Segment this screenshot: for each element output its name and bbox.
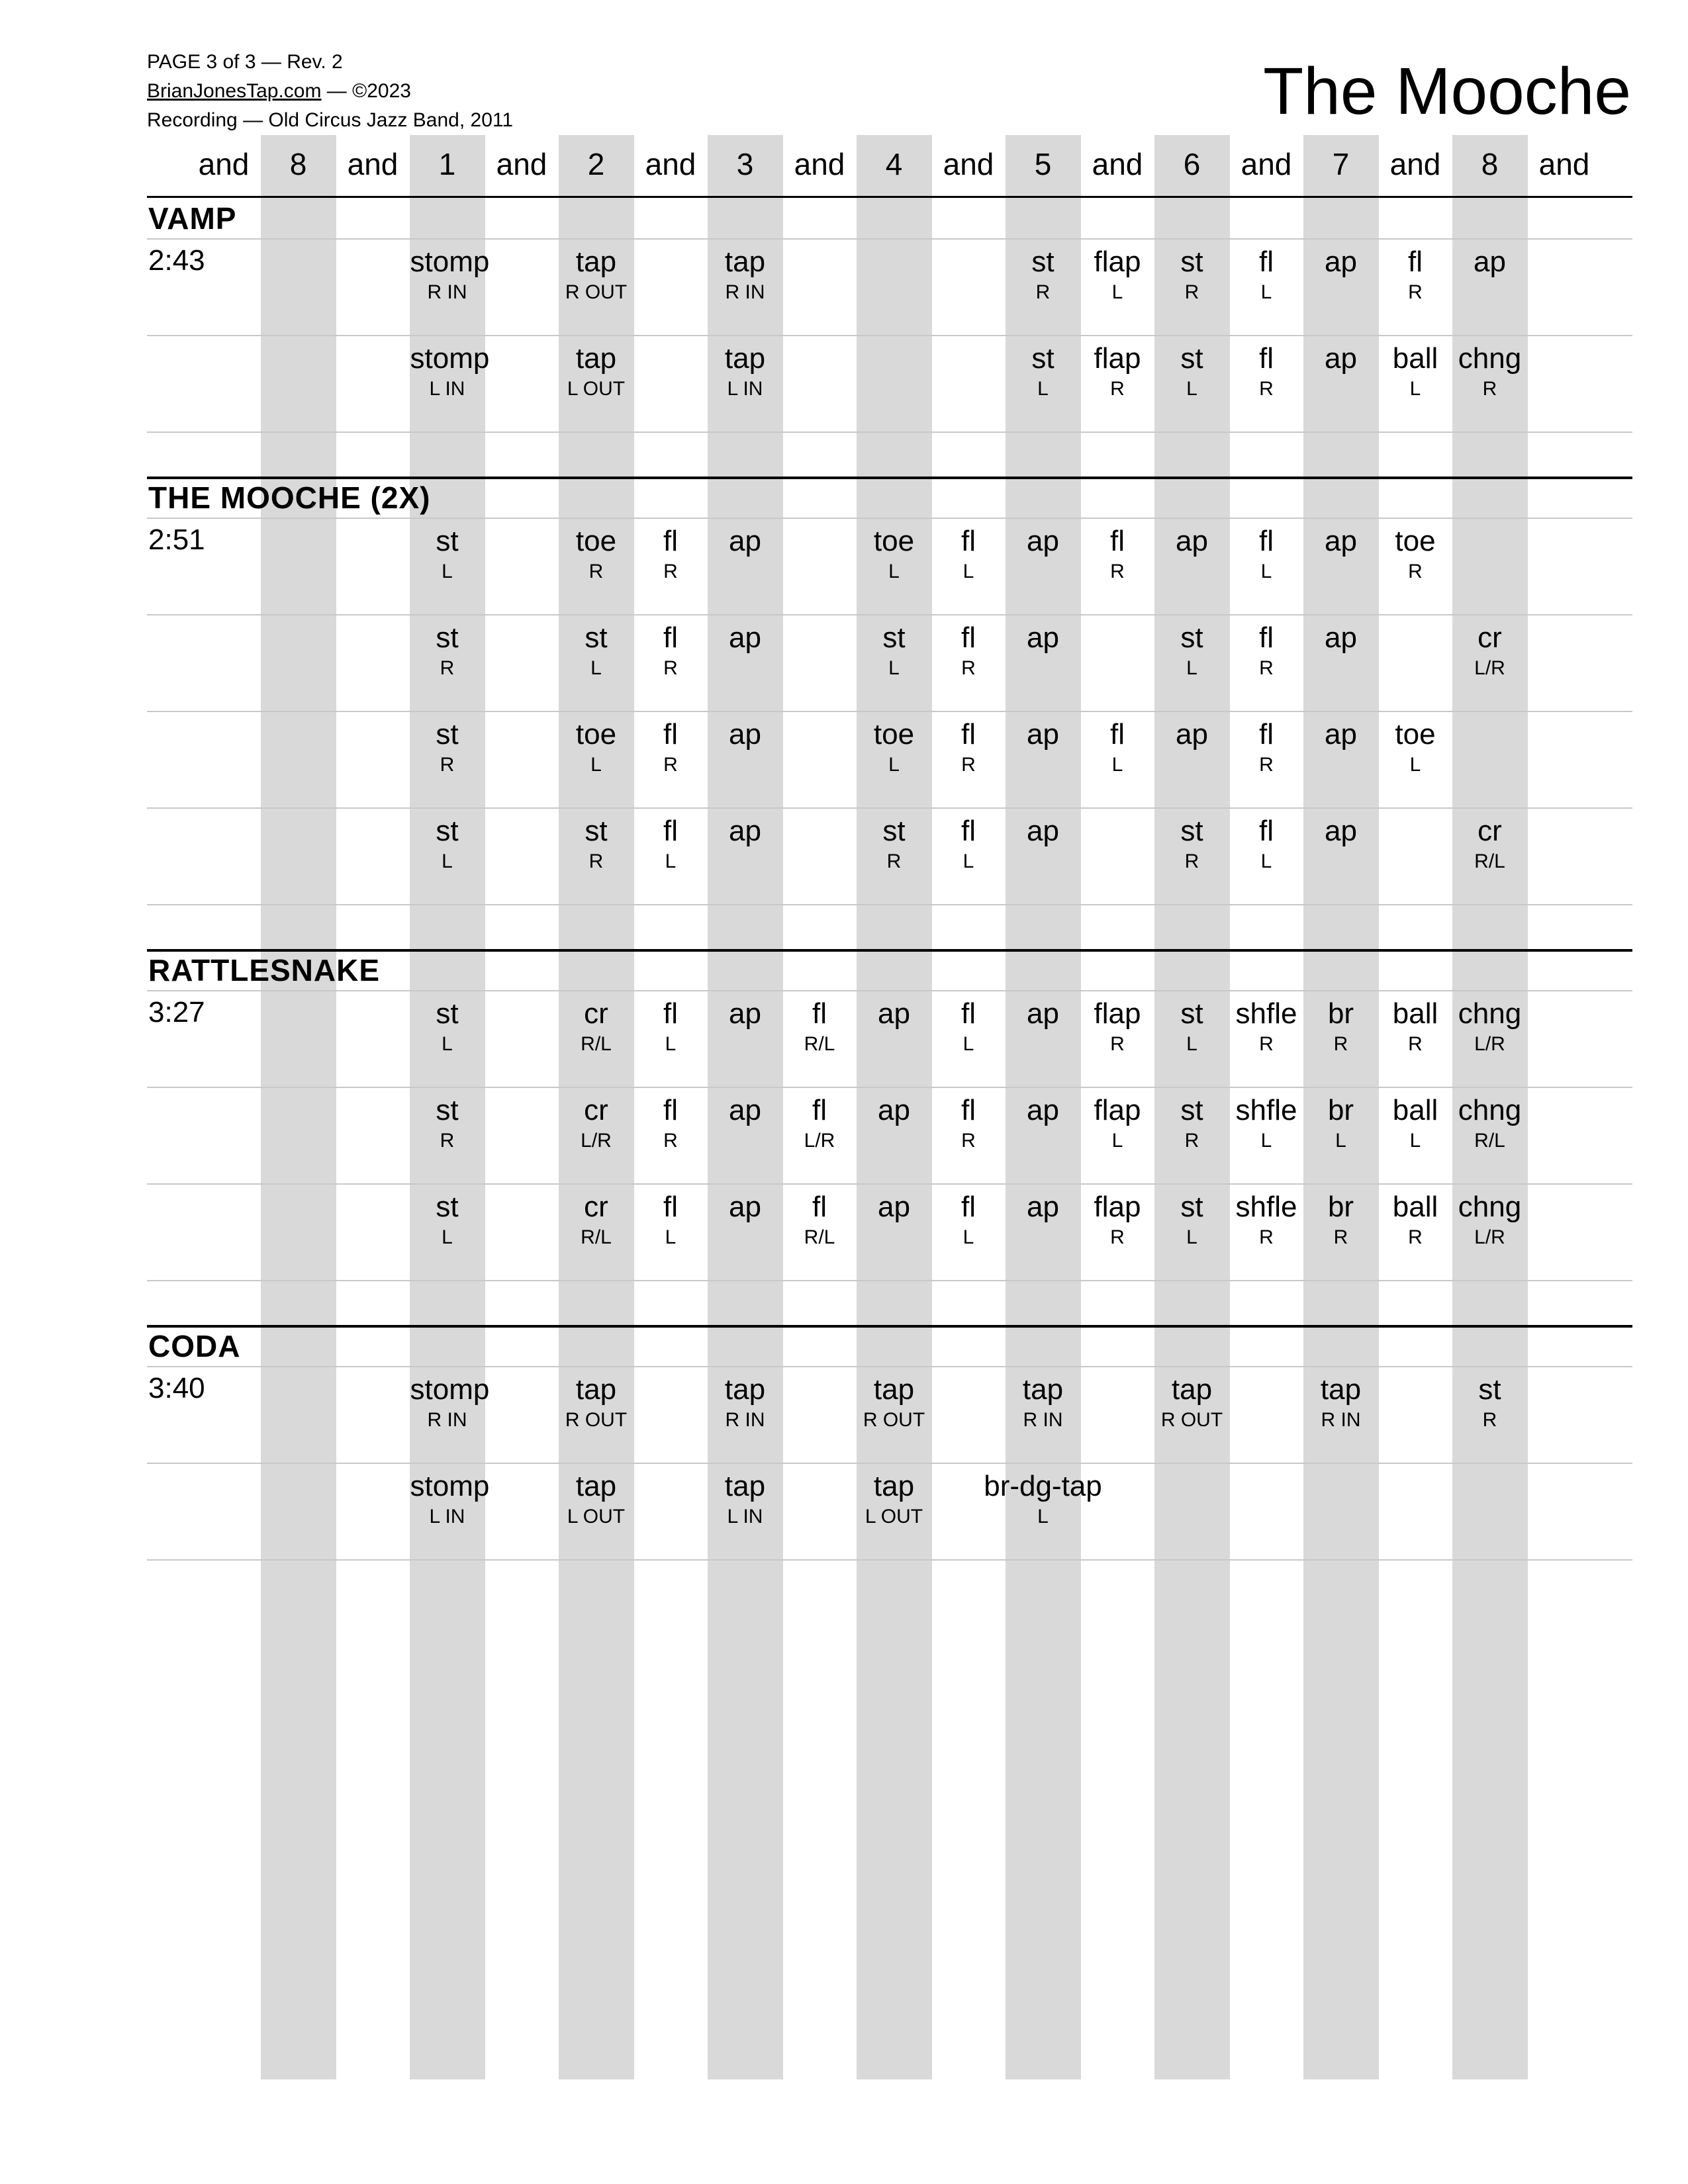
- step-name: ball: [1392, 1094, 1438, 1126]
- step-name: st: [1031, 246, 1055, 278]
- step-name: tap: [724, 1373, 766, 1406]
- step-foot: L: [442, 1033, 453, 1055]
- step-foot: L: [590, 657, 602, 679]
- step-name: shfle: [1235, 1191, 1297, 1223]
- step-foot: R: [1110, 1033, 1125, 1055]
- step-name: st: [585, 815, 608, 847]
- step-name: fl: [663, 718, 678, 751]
- beat-label: and: [1092, 147, 1143, 181]
- beat-label: and: [1389, 147, 1441, 181]
- step-foot: R: [440, 1130, 455, 1152]
- step-foot: R/L: [804, 1226, 835, 1248]
- row-rule: [147, 1280, 1632, 1281]
- step-name: st: [1478, 1373, 1501, 1406]
- beat-label: and: [496, 147, 547, 181]
- step-name: chng: [1458, 1191, 1522, 1223]
- step-name: fl: [812, 997, 827, 1030]
- step-name: fl: [812, 1094, 827, 1126]
- step-name: st: [1180, 1094, 1203, 1126]
- step-name: st: [1180, 1191, 1203, 1223]
- step-name: st: [436, 621, 459, 654]
- beat-label: 6: [1183, 147, 1201, 181]
- row-rule: [147, 990, 1632, 991]
- step-name: ap: [729, 1094, 761, 1126]
- step-foot: R IN: [1023, 1409, 1063, 1431]
- step-name: cr: [1477, 815, 1502, 847]
- beat-label: 8: [289, 147, 307, 181]
- step-name: ap: [878, 997, 910, 1030]
- step-name: st: [436, 1094, 459, 1126]
- step-name: ap: [1027, 718, 1059, 751]
- step-name: fl: [1259, 246, 1274, 278]
- step-name: fl: [961, 1094, 976, 1126]
- step-foot: R: [663, 754, 678, 776]
- row-rule: [147, 238, 1632, 240]
- step-foot: R OUT: [1160, 1409, 1223, 1431]
- step-foot: L: [590, 754, 602, 776]
- step-name: stomp: [410, 342, 490, 375]
- step-name: ap: [729, 718, 761, 751]
- step-foot: R: [1110, 561, 1125, 582]
- step-foot: L: [1111, 281, 1123, 303]
- step-name: ap: [1474, 246, 1506, 278]
- header-rule: [147, 196, 1632, 198]
- section-time: 3:40: [148, 1372, 205, 1404]
- row-rule: [147, 904, 1632, 905]
- step-name: toe: [575, 718, 617, 751]
- row-rule: [147, 432, 1632, 433]
- beat-label: and: [1538, 147, 1590, 181]
- step-foot: L: [1260, 281, 1272, 303]
- step-name: ap: [729, 621, 761, 654]
- step-name: fl: [663, 525, 678, 557]
- step-name: chng: [1458, 1094, 1522, 1126]
- step-foot: R: [1259, 1033, 1274, 1055]
- step-name: ap: [729, 525, 761, 557]
- step-foot: L/R: [1474, 1226, 1505, 1248]
- step-foot: L OUT: [567, 1506, 626, 1527]
- step-name: st: [1180, 621, 1203, 654]
- step-name: fl: [1259, 342, 1274, 375]
- step-name: st: [1180, 815, 1203, 847]
- step-foot: R: [440, 754, 455, 776]
- step-name: st: [882, 815, 906, 847]
- step-name: cr: [584, 997, 608, 1030]
- step-name: ap: [1325, 718, 1357, 751]
- step-name: fl: [961, 525, 976, 557]
- step-name: ap: [878, 1191, 910, 1223]
- step-foot: L: [888, 657, 900, 679]
- step-foot: R IN: [427, 281, 467, 303]
- step-name: fl: [663, 621, 678, 654]
- step-foot: L: [1186, 1226, 1197, 1248]
- step-foot: R: [1482, 378, 1497, 400]
- step-foot: L IN: [727, 378, 763, 400]
- step-foot: L: [1111, 754, 1123, 776]
- step-name: cr: [1477, 621, 1502, 654]
- row-rule: [147, 1087, 1632, 1088]
- row-rule: [147, 711, 1632, 712]
- section-time: 2:51: [148, 523, 205, 556]
- row-rule: [147, 807, 1632, 809]
- step-name: fl: [663, 997, 678, 1030]
- step-foot: R: [1408, 1033, 1423, 1055]
- step-foot: R: [1110, 1226, 1125, 1248]
- step-name: tap: [1320, 1373, 1362, 1406]
- step-foot: R: [1259, 754, 1274, 776]
- step-name: chng: [1458, 342, 1522, 375]
- step-foot: R: [1184, 281, 1199, 303]
- step-name: ap: [1176, 718, 1208, 751]
- row-rule: [147, 518, 1632, 519]
- step-foot: L: [962, 1033, 974, 1055]
- section-rule: [147, 1325, 1632, 1328]
- step-name: br: [1327, 1191, 1354, 1223]
- step-foot: R: [663, 657, 678, 679]
- step-name: fl: [961, 815, 976, 847]
- step-name: ap: [1027, 525, 1059, 557]
- beat-label: and: [645, 147, 696, 181]
- step-foot: L IN: [429, 1506, 465, 1527]
- step-foot: L: [1260, 850, 1272, 872]
- step-foot: R: [1184, 1130, 1199, 1152]
- beat-label: 5: [1034, 147, 1052, 181]
- step-name: tap: [575, 1470, 617, 1502]
- step-name: ball: [1392, 997, 1438, 1030]
- beat-label: 3: [736, 147, 754, 181]
- section-title: CODA: [148, 1329, 241, 1363]
- step-name: ap: [1027, 997, 1059, 1030]
- step-foot: R IN: [725, 281, 765, 303]
- step-name: fl: [961, 718, 976, 751]
- step-name: st: [436, 815, 459, 847]
- beat-label: 1: [438, 147, 456, 181]
- step-name: br: [1327, 997, 1354, 1030]
- step-foot: R: [1408, 561, 1423, 582]
- step-name: st: [436, 997, 459, 1030]
- step-name: ap: [1027, 1094, 1059, 1126]
- page-title: The Mooche: [1263, 54, 1631, 128]
- step-name: shfle: [1235, 1094, 1297, 1126]
- step-foot: L IN: [429, 378, 465, 400]
- step-foot: L/R: [1474, 1033, 1505, 1055]
- step-name: ap: [1027, 621, 1059, 654]
- step-foot: L IN: [727, 1506, 763, 1527]
- step-name: toe: [575, 525, 617, 557]
- row-rule: [147, 335, 1632, 336]
- beat-label: and: [943, 147, 994, 181]
- step-name: ball: [1392, 1191, 1438, 1223]
- step-foot: R: [1110, 378, 1125, 400]
- step-foot: R IN: [427, 1409, 467, 1431]
- step-name: br: [1327, 1094, 1354, 1126]
- step-name: fl: [1259, 718, 1274, 751]
- step-name: stomp: [410, 1373, 490, 1406]
- step-name: tap: [873, 1373, 915, 1406]
- step-foot: R: [440, 657, 455, 679]
- step-name: tap: [575, 1373, 617, 1406]
- step-foot: R/L: [581, 1226, 612, 1248]
- step-foot: R: [886, 850, 902, 872]
- step-name: flap: [1094, 1191, 1141, 1223]
- step-name: st: [585, 621, 608, 654]
- step-name: cr: [584, 1094, 608, 1126]
- step-foot: L/R: [581, 1130, 612, 1152]
- step-name: st: [436, 1191, 459, 1223]
- step-name: fl: [1110, 525, 1125, 557]
- step-name: fl: [1408, 246, 1423, 278]
- step-name: ap: [729, 815, 761, 847]
- step-name: stomp: [410, 246, 490, 278]
- step-name: cr: [584, 1191, 608, 1223]
- row-rule: [147, 614, 1632, 615]
- step-foot: L: [962, 1226, 974, 1248]
- step-name: tap: [724, 246, 766, 278]
- step-foot: L: [1037, 378, 1049, 400]
- row-rule: [147, 1366, 1632, 1367]
- step-name: tap: [724, 1470, 766, 1502]
- step-name: st: [1180, 997, 1203, 1030]
- step-foot: R: [961, 657, 976, 679]
- row-rule: [147, 1559, 1632, 1561]
- page-info: PAGE 3 of 3 — Rev. 2: [147, 51, 343, 73]
- step-name: tap: [575, 246, 617, 278]
- recording-info: Recording — Old Circus Jazz Band, 2011: [147, 109, 514, 131]
- step-name: ap: [1325, 246, 1357, 278]
- step-name: chng: [1458, 997, 1522, 1030]
- step-foot: R/L: [1474, 1130, 1505, 1152]
- step-foot: R: [588, 850, 604, 872]
- step-foot: R: [1408, 1226, 1423, 1248]
- step-name: flap: [1094, 997, 1141, 1030]
- step-name: fl: [1110, 718, 1125, 751]
- step-foot: L: [1186, 657, 1197, 679]
- step-foot: R: [588, 561, 604, 582]
- beat-label: and: [347, 147, 399, 181]
- section-title: RATTLESNAKE: [148, 953, 381, 987]
- step-name: tap: [1022, 1373, 1064, 1406]
- step-foot: L: [1260, 561, 1272, 582]
- step-foot: R/L: [804, 1033, 835, 1055]
- site-link[interactable]: BrianJonesTap.com: [147, 80, 322, 102]
- step-name: ap: [1027, 815, 1059, 847]
- step-foot: R OUT: [565, 281, 628, 303]
- beat-label: and: [1241, 147, 1292, 181]
- step-foot: L: [962, 561, 974, 582]
- step-foot: L OUT: [567, 378, 626, 400]
- step-foot: L: [1409, 1130, 1421, 1152]
- step-name: fl: [961, 621, 976, 654]
- step-foot: R: [663, 561, 678, 582]
- step-foot: R: [1259, 1226, 1274, 1248]
- step-name: ap: [1325, 342, 1357, 375]
- step-name: st: [1031, 342, 1055, 375]
- step-foot: L: [442, 1226, 453, 1248]
- site-line: [147, 77, 411, 106]
- step-foot: R IN: [725, 1409, 765, 1431]
- step-foot: L: [442, 561, 453, 582]
- step-name: ap: [1325, 815, 1357, 847]
- step-name: flap: [1094, 1094, 1141, 1126]
- step-name: fl: [1259, 815, 1274, 847]
- step-name: toe: [873, 718, 915, 751]
- step-foot: L: [1260, 1130, 1272, 1152]
- step-name: flap: [1094, 246, 1141, 278]
- step-foot: R: [1259, 657, 1274, 679]
- step-name: st: [436, 525, 459, 557]
- step-foot: R: [1259, 378, 1274, 400]
- row-rule: [147, 1183, 1632, 1185]
- step-foot: L: [665, 1033, 677, 1055]
- beat-column-shade: [261, 135, 336, 2079]
- copyright: — ©2023: [321, 80, 411, 102]
- step-foot: L: [442, 850, 453, 872]
- step-name: fl: [1259, 525, 1274, 557]
- step-foot: R: [1482, 1409, 1497, 1431]
- step-name: shfle: [1235, 997, 1297, 1030]
- step-name: fl: [663, 1191, 678, 1223]
- step-foot: L/R: [804, 1130, 835, 1152]
- step-foot: L: [665, 1226, 677, 1248]
- step-name: br-dg-tap: [984, 1470, 1102, 1502]
- step-name: toe: [873, 525, 915, 557]
- beat-label: 4: [885, 147, 903, 181]
- step-name: fl: [1259, 621, 1274, 654]
- step-name: ap: [729, 997, 761, 1030]
- step-foot: L: [888, 561, 900, 582]
- beat-label: 7: [1332, 147, 1350, 181]
- step-foot: R: [961, 1130, 976, 1152]
- step-name: flap: [1094, 342, 1141, 375]
- step-foot: L: [1409, 378, 1421, 400]
- step-foot: R/L: [1474, 850, 1505, 872]
- section-title: VAMP: [148, 201, 237, 236]
- step-name: stomp: [410, 1470, 490, 1502]
- step-name: fl: [812, 1191, 827, 1223]
- step-foot: L: [665, 850, 677, 872]
- step-name: toe: [1395, 718, 1436, 751]
- step-foot: L: [888, 754, 900, 776]
- step-foot: L/R: [1474, 657, 1505, 679]
- step-name: st: [1180, 246, 1203, 278]
- step-foot: R/L: [581, 1033, 612, 1055]
- step-foot: R: [1184, 850, 1199, 872]
- step-foot: R IN: [1321, 1409, 1361, 1431]
- step-foot: R OUT: [863, 1409, 925, 1431]
- section-time: 2:43: [148, 244, 205, 277]
- step-name: ap: [1176, 525, 1208, 557]
- step-name: tap: [873, 1470, 915, 1502]
- step-foot: L: [1335, 1130, 1346, 1152]
- section-title: THE MOOCHE (2X): [148, 480, 431, 515]
- step-name: toe: [1395, 525, 1436, 557]
- step-foot: R: [1333, 1226, 1348, 1248]
- step-foot: R: [961, 754, 976, 776]
- step-foot: R: [1035, 281, 1051, 303]
- step-name: st: [1180, 342, 1203, 375]
- step-foot: R: [1333, 1033, 1348, 1055]
- step-name: fl: [961, 1191, 976, 1223]
- step-name: ap: [1325, 621, 1357, 654]
- beat-label: 2: [587, 147, 605, 181]
- step-foot: L: [1186, 1033, 1197, 1055]
- step-foot: L OUT: [865, 1506, 923, 1527]
- row-rule: [147, 1463, 1632, 1464]
- step-foot: L: [1037, 1506, 1049, 1527]
- step-name: fl: [663, 815, 678, 847]
- step-foot: L: [1111, 1130, 1123, 1152]
- step-foot: L: [962, 850, 974, 872]
- step-name: tap: [575, 342, 617, 375]
- step-name: st: [436, 718, 459, 751]
- beat-label: and: [794, 147, 845, 181]
- step-foot: R: [663, 1130, 678, 1152]
- step-foot: L: [1409, 754, 1421, 776]
- step-name: fl: [663, 1094, 678, 1126]
- beat-label: 8: [1481, 147, 1499, 181]
- step-foot: L: [1186, 378, 1197, 400]
- step-name: ball: [1392, 342, 1438, 375]
- step-foot: R OUT: [565, 1409, 628, 1431]
- step-name: fl: [961, 997, 976, 1030]
- step-name: tap: [1171, 1373, 1213, 1406]
- step-foot: R: [1408, 281, 1423, 303]
- beat-label: and: [198, 147, 250, 181]
- step-name: ap: [1027, 1191, 1059, 1223]
- step-name: tap: [724, 342, 766, 375]
- step-name: ap: [729, 1191, 761, 1223]
- step-name: ap: [878, 1094, 910, 1126]
- section-time: 3:27: [148, 996, 205, 1028]
- step-name: ap: [1325, 525, 1357, 557]
- step-name: st: [882, 621, 906, 654]
